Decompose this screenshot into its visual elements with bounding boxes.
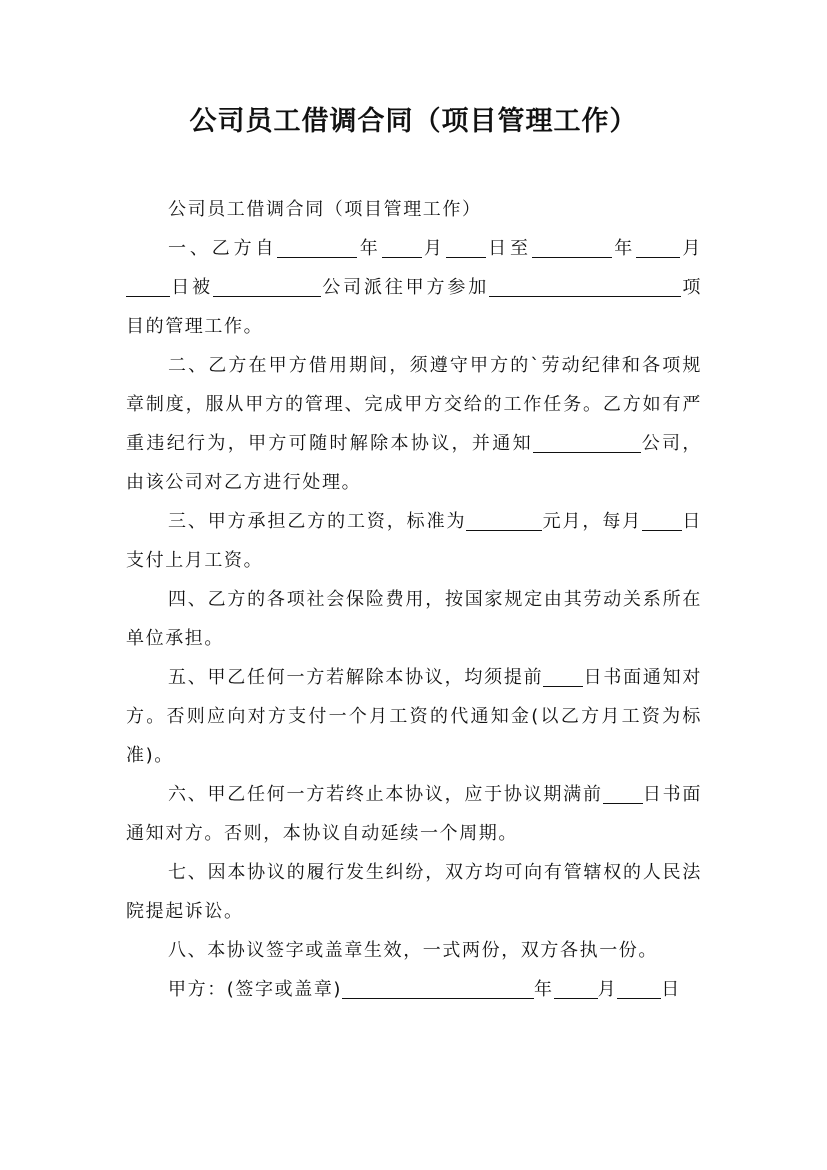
document-title: 公司员工借调合同（项目管理工作）: [189, 106, 638, 137]
end-day-blank: [126, 274, 170, 297]
party-a-month-label: 月: [597, 979, 618, 1000]
clause-3-text-c: 日支付上月工资。: [126, 511, 702, 571]
clause-1-day-to-label: 日至: [485, 238, 532, 259]
end-year-blank: [532, 235, 612, 258]
start-month-blank: [382, 235, 422, 258]
clause-6-text-a: 六、甲乙任何一方若终止本协议，应于协议期满前: [168, 784, 603, 805]
clause-1-day-by-label: 日被: [170, 277, 213, 298]
clause-6-text-b: 日书面通知对方。否则，本协议自动延续一个周期。: [126, 784, 702, 844]
clause-6: [126, 775, 702, 853]
clause-1-text-a: 一、乙方自: [168, 238, 278, 259]
end-month-blank: [636, 235, 680, 258]
clause-2-text-b: 公司，由该公司对乙方进行处理。: [126, 433, 702, 493]
project-name-blank: [489, 274, 681, 297]
expiry-notice-days-blank: [603, 781, 643, 804]
clause-4: 四、乙方的各项社会保险费用，按国家规定由其劳动关系所在单位承担。: [126, 589, 702, 649]
party-a-year-label: 年: [534, 979, 554, 1000]
clause-1-year-label: 年: [357, 238, 382, 259]
clause-7: 七、因本协议的履行发生纠纷，双方均可向有管辖权的人民法院提起诉讼。: [126, 862, 702, 922]
party-a-day-blank: [617, 976, 661, 999]
start-day-blank: [446, 235, 486, 258]
party-a-signature: [126, 970, 702, 1009]
party-a-day-label: 日: [661, 979, 681, 1000]
clause-3: [126, 502, 702, 580]
pay-day-blank: [642, 508, 682, 531]
clause-1-month-label: 月: [421, 238, 446, 259]
clause-5: [126, 658, 702, 775]
salary-amount-blank: [466, 508, 542, 531]
clause-3-text-b: 元月，每月: [542, 511, 643, 532]
party-a-month-blank: [554, 976, 598, 999]
party-a-signature-blank: [342, 976, 534, 999]
document-subtitle: 公司员工借调合同（项目管理工作）: [168, 199, 482, 220]
clause-5-text-b: 日书面通知对方。否则应向对方支付一个月工资的代通知金(以乙方月工资为标准)。: [126, 667, 702, 766]
clause-1-dispatch-text: 公司派往甲方参加: [320, 277, 490, 298]
company-name-blank: [213, 274, 321, 297]
clause-3-text-a: 三、甲方承担乙方的工资，标准为: [168, 511, 467, 532]
termination-notice-days-blank: [543, 664, 583, 687]
clause-1-end-month-label: 月: [680, 238, 702, 259]
clause-2: [126, 346, 702, 502]
clause-1-project-text: 项目的管理工作。: [126, 277, 702, 337]
document-body: [126, 190, 702, 1009]
notify-company-blank: [533, 430, 641, 453]
start-year-blank: [277, 235, 357, 258]
clause-1: [126, 229, 702, 346]
clause-2-text-a: 二、乙方在甲方借用期间，须遵守甲方的`劳动纪律和各项规章制度，服从甲方的管理、完成甲方交给的工作任务。乙方如有严重违纪行为，甲方可随时解除本协议，并通知: [126, 355, 702, 454]
clause-5-text-a: 五、甲乙任何一方若解除本协议，均须提前: [168, 667, 544, 688]
clause-1-end-year-label: 年: [611, 238, 637, 259]
clause-8: 八、本协议签字或盖章生效，一式两份，双方各执一份。: [168, 940, 658, 961]
party-a-label: 甲方：(签字或盖章): [168, 979, 343, 1000]
